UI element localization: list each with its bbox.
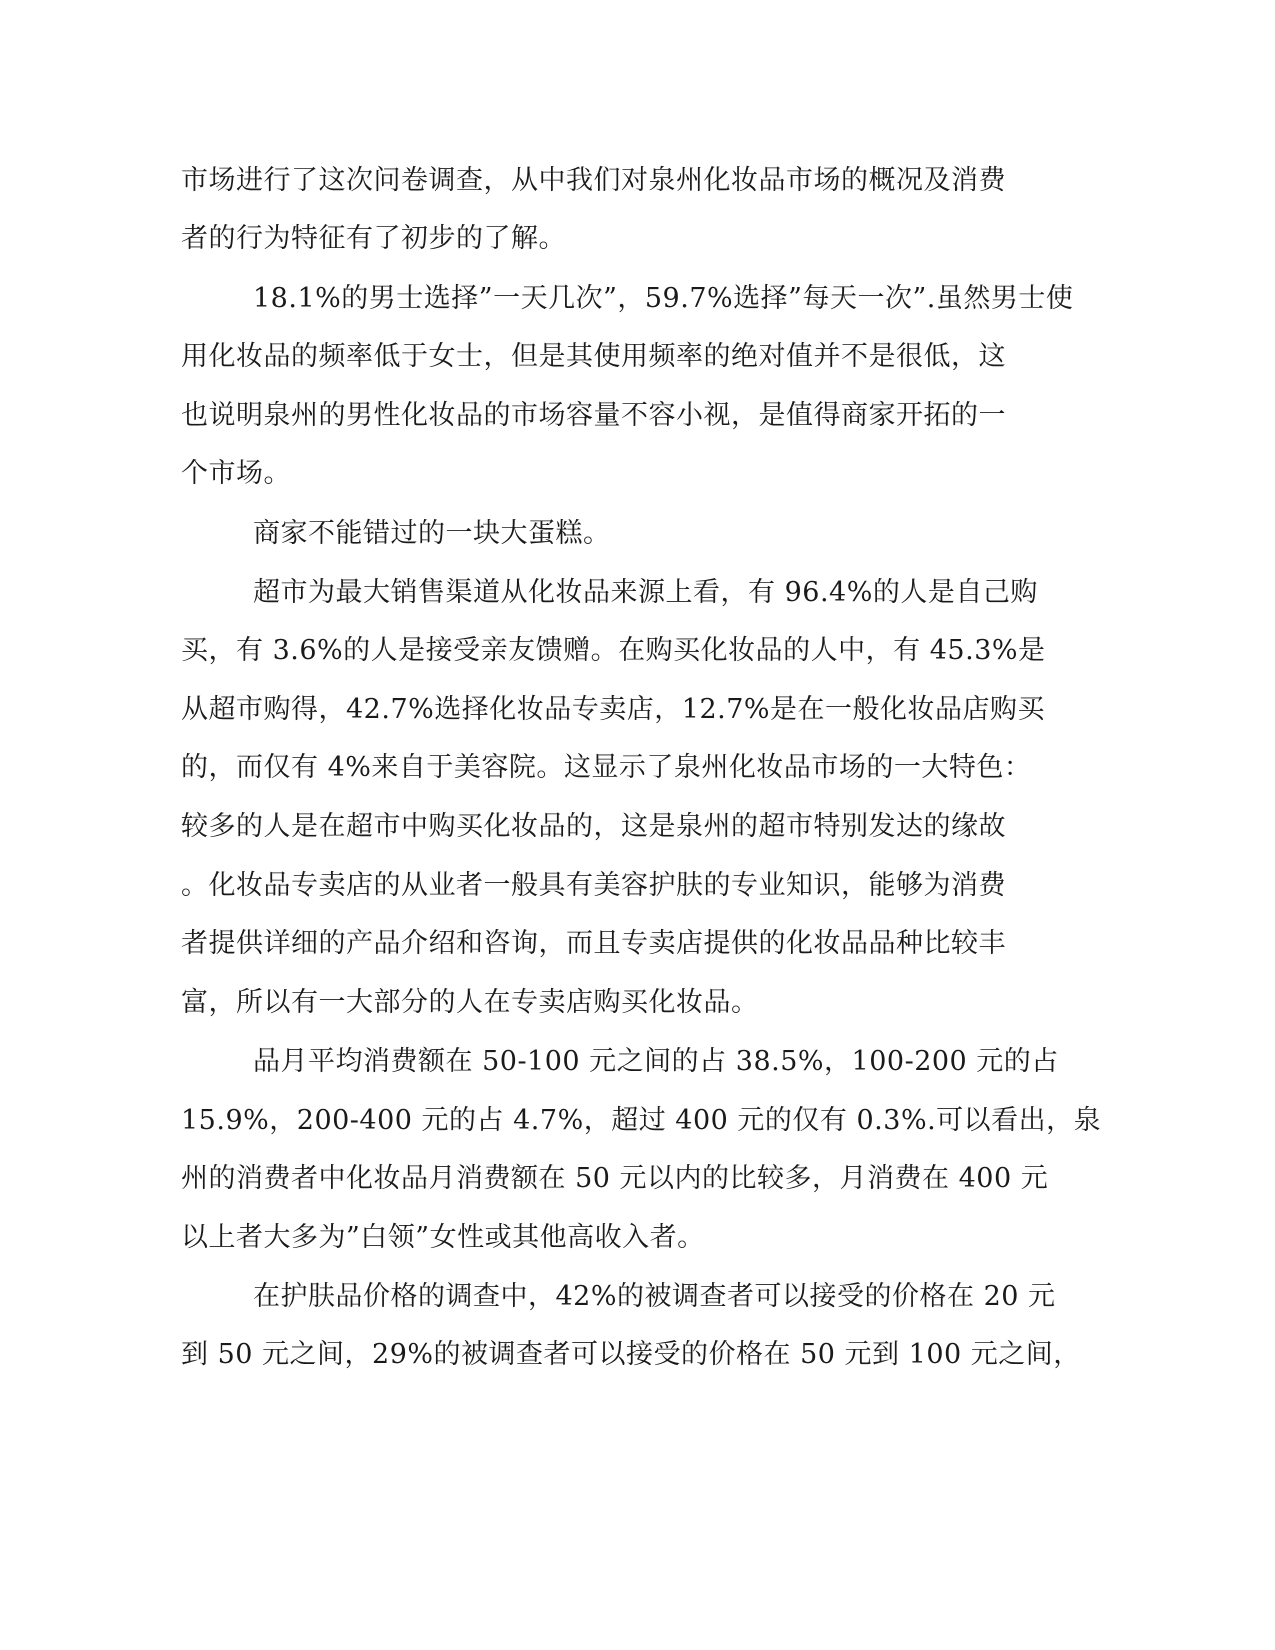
text-line: 15.9%，200-400 元的占 4.7%，超过 400 元的仅有 0.3%.可以看出，泉 (181, 1105, 1102, 1136)
text-line: 较多的人是在超市中购买化妆品的，这是泉州的超市特别发达的缘故 (181, 811, 1006, 842)
paragraph-first-line: 在护肤品价格的调查中，42%的被调查者可以接受的价格在 20 元 (253, 1281, 1056, 1312)
text-line: 富，所以有一大部分的人在专卖店购买化妆品。 (181, 987, 759, 1018)
paragraph-first-line: 18.1%的男士选择”一天几次”，59.7%选择”每天一次”.虽然男士使 (253, 283, 1074, 314)
text-line: 个市场。 (181, 458, 291, 489)
text-line: 者的行为特征有了初步的了解。 (181, 223, 566, 254)
text-line: 市场进行了这次问卷调查，从中我们对泉州化妆品市场的概况及消费 (181, 165, 1006, 196)
text-line: 也说明泉州的男性化妆品的市场容量不容小视，是值得商家开拓的一 (181, 400, 1006, 431)
text-line: 。化妆品专卖店的从业者一般具有美容护肤的专业知识，能够为消费 (181, 870, 1006, 901)
text-line: 的，而仅有 4%来自于美容院。这显示了泉州化妆品市场的一大特色： (181, 752, 1032, 783)
paragraph-first-line: 商家不能错过的一块大蛋糕。 (253, 518, 611, 549)
text-line: 以上者大多为”白领”女性或其他高收入者。 (181, 1222, 705, 1253)
text-line: 买，有 3.6%的人是接受亲友馈赠。在购买化妆品的人中，有 45.3%是 (181, 635, 1046, 666)
text-line: 用化妆品的频率低于女士，但是其使用频率的绝对值并不是很低，这 (181, 341, 1006, 372)
paragraph-first-line: 超市为最大销售渠道从化妆品来源上看，有 96.4%的人是自己购 (253, 577, 1038, 608)
text-line: 州的消费者中化妆品月消费额在 50 元以内的比较多，月消费在 400 元 (181, 1163, 1049, 1194)
text-line: 从超市购得，42.7%选择化妆品专卖店，12.7%是在一般化妆品店购买 (181, 694, 1046, 725)
text-line: 到 50 元之间，29%的被调查者可以接受的价格在 50 元到 100 元之间， (181, 1339, 1081, 1370)
paragraph-first-line: 品月平均消费额在 50-100 元之间的占 38.5%，100-200 元的占 (253, 1046, 1059, 1077)
text-line: 者提供详细的产品介绍和咨询，而且专卖店提供的化妆品品种比较丰 (181, 928, 1006, 959)
